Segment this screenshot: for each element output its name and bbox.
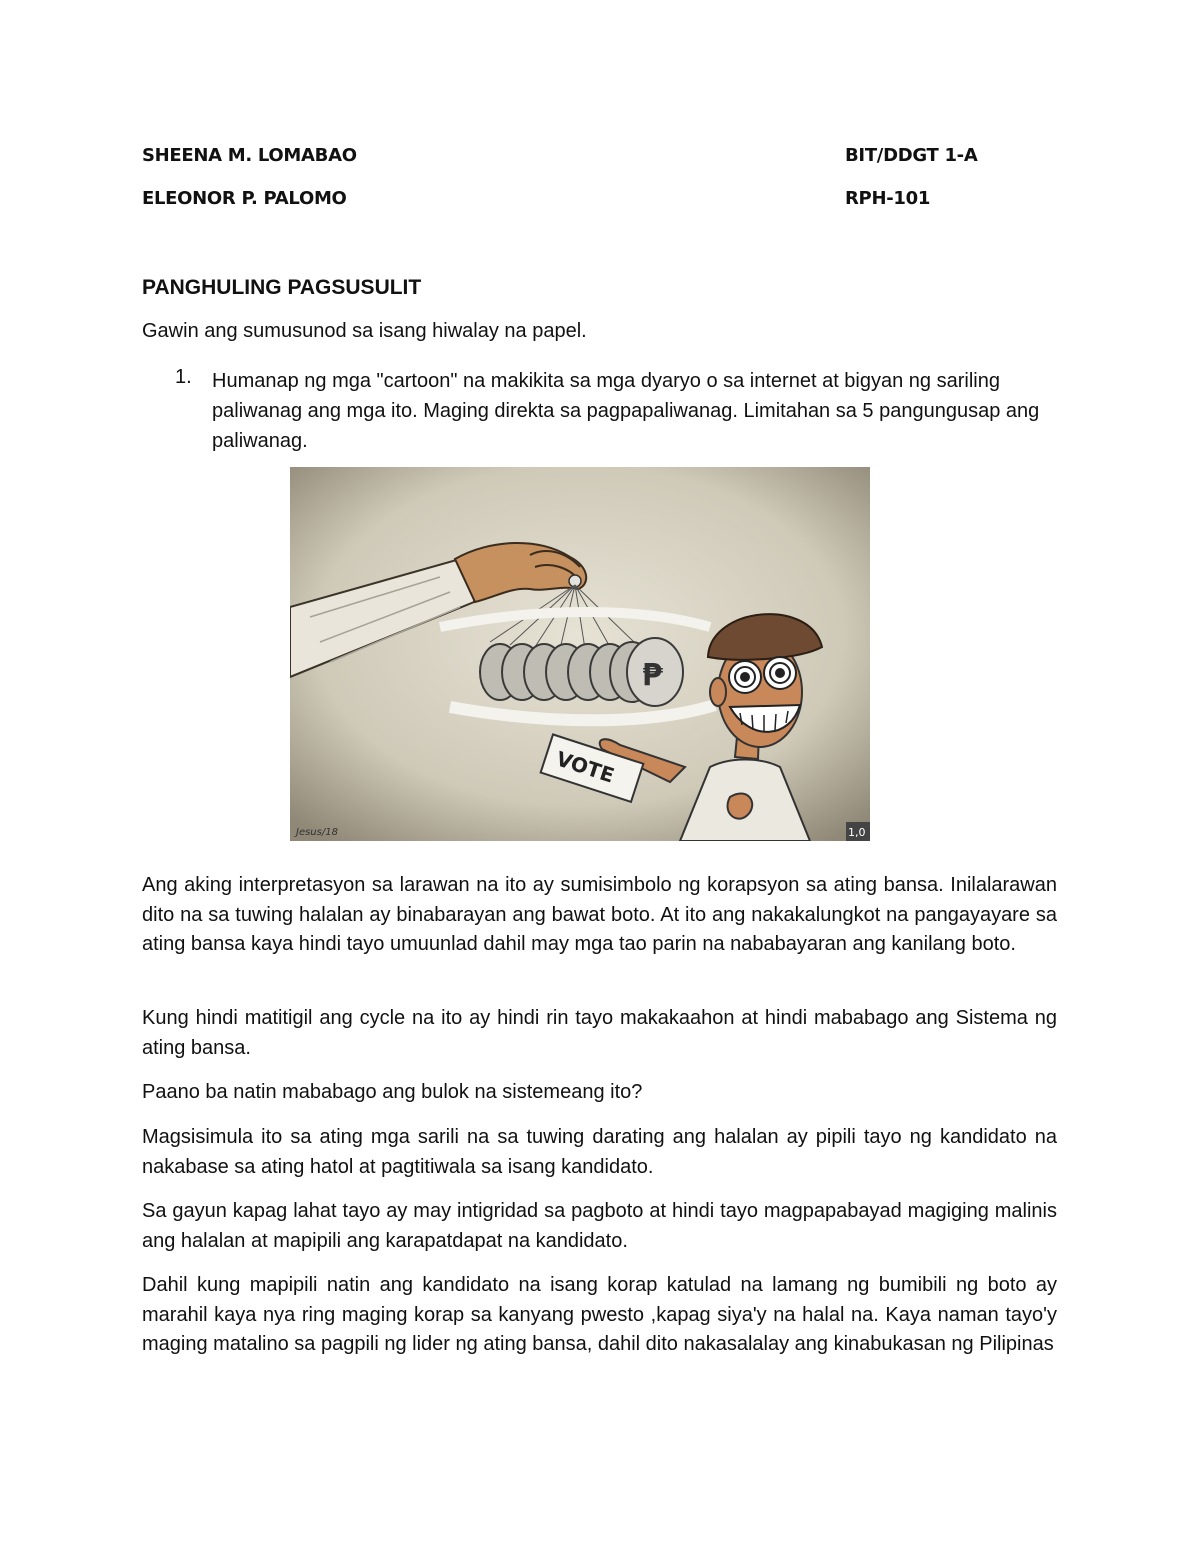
- question-text: Humanap ng mga "cartoon" na makikita sa mga dyaryo o sa internet at bigyan ng sariling paliwanag ang mga ito. Maging direkta sa pagpapaliwanag. Limitahan sa 5 pangungusap ang paliwanag.: [212, 370, 1040, 452]
- vote-label: VOTE: [553, 746, 618, 788]
- paragraph-1: Ang aking interpretasyon sa larawan na ito ay sumisimbolo ng korapsyon sa ating bansa. Inilalarawan dito na sa tuwing halalan ay binabarayan ang bawat boto. At ito ang nakakalungkot na pangayayare sa ating bansa kaya hindi tayo umuunlad dahil may mga tao parin na nababayaran ang kanilang boto.: [142, 874, 1057, 955]
- section-label: BIT/DDGT 1-A: [845, 145, 978, 166]
- course-label: RPH-101: [845, 188, 931, 209]
- corner-label: 1,0: [848, 826, 866, 839]
- paragraph-3: Paano ba natin mababago ang bulok na sistemeang ito?: [142, 1081, 643, 1103]
- paragraph-6: Dahil kung mapipili natin ang kandidato na isang korap katulad na lamang ng bumibili ng boto ay marahil kaya nya ring maging korap sa kanyang pwesto ,kapag siya'y na halal na. Kaya naman tayo'y maging matalino sa pagpili ng lider ng ating bansa, dahil dito nakasalalay ang kinabukasan ng Pilipinas: [142, 1274, 1057, 1355]
- paragraph-4: Magsisimula ito sa ating mga sarili na sa tuwing darating ang halalan ay pipili tayo ng kandidato na nakabase sa ating hatol at pagtitiwala sa isang kandidato.: [142, 1126, 1057, 1178]
- paragraph-5: Sa gayun kapag lahat tayo ay may intigridad sa pagboto at hindi tayo magpapabayad magiging malinis ang halalan at mapipili ang karapatdapat na kandidato.: [142, 1200, 1057, 1252]
- paragraph-2: Kung hindi matitigil ang cycle na ito ay hindi rin tayo makakaahon at hindi mababago ang Sistema ng ating bansa.: [142, 1007, 1057, 1059]
- artist-signature: Jesus/18: [296, 827, 338, 838]
- political-cartoon: [290, 467, 870, 841]
- question-number: 1.: [175, 366, 192, 388]
- peso-sign: ₱: [642, 658, 663, 693]
- student-name-2: ELEONOR P. PALOMO: [142, 188, 347, 209]
- student-name-1: SHEENA M. LOMABAO: [142, 145, 357, 166]
- page-title: PANGHULING PAGSUSULIT: [142, 276, 422, 299]
- instruction-text: Gawin ang sumusunod sa isang hiwalay na papel.: [142, 320, 587, 342]
